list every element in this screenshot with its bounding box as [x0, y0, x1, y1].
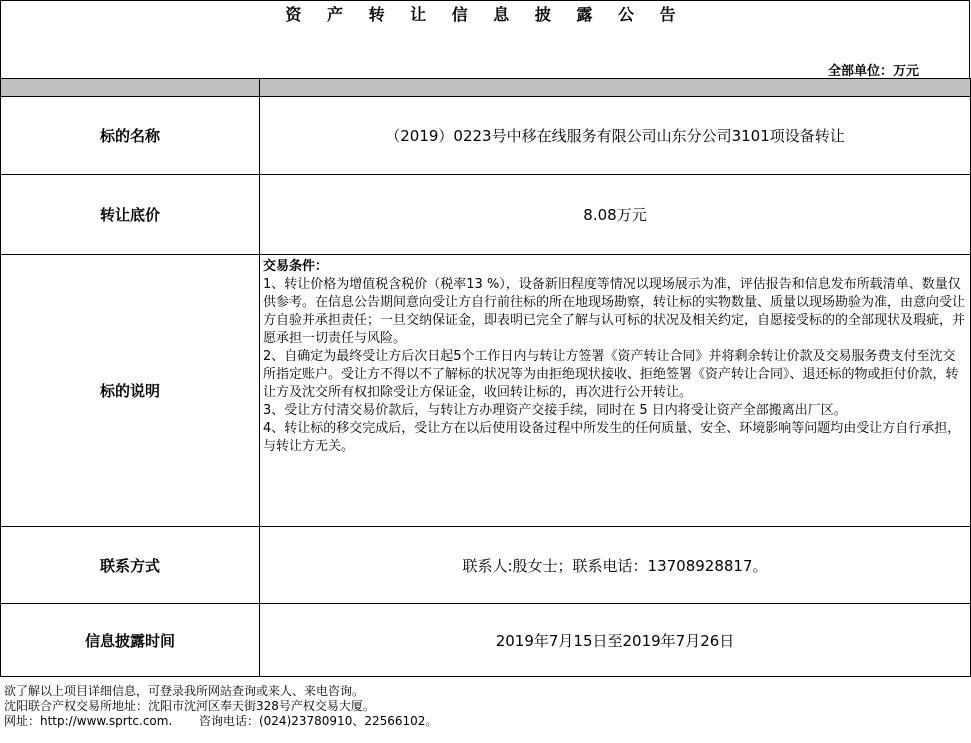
desc-item-3: 3、受让方付清交易价款后，与转让方办理资产交接手续，同时在 5 日内将受让资产全部搬离出厂区。	[263, 403, 847, 418]
footer-line-1: 欲了解以上项目详细信息，可登录我所网站查询或来人、来电咨询。	[4, 684, 365, 698]
info-table	[0, 78, 971, 677]
header-band	[1, 79, 971, 97]
row-name	[1, 97, 971, 175]
footer-notes	[4, 684, 437, 729]
desc-item-1: 1、转让价格为增值税含税价（税率13 %），设备新旧程度等情况以现场展示为准，评估报告和信息发布所载清单、数量仅供参考。在信息公告期间意向受让方自行前往标的所在地现场勘察，转让标的实物数量、质量以现场勘验为准，由意向受让方自验并承担责任；一旦交纳保证金，即表明已完全了解与认可标的状况及相关约定，自愿接受标的的全部现状及瑕疵，并愿承担一切责任与风险。	[263, 277, 966, 346]
time-label: 信息披露时间	[1, 604, 260, 677]
footer-line-2: 沈阳联合产权交易所地址：沈阳市沈河区奉天街328号产权交易大厦。	[4, 699, 375, 713]
contact-value: 联系人:殷女士；联系电话：13708928817。	[260, 527, 971, 604]
page-title: 资 产 转 让 信 息 披 露 公 告	[285, 5, 686, 24]
price-value: 8.08万元	[260, 175, 971, 255]
row-price	[1, 175, 971, 255]
unit-label: 全部单位：万元	[827, 64, 919, 79]
contact-label: 联系方式	[1, 527, 260, 604]
row-time	[1, 604, 971, 677]
footer-line-3: 网址：http://www.sprtc.com. 咨询电话：(024)23780910、22566102。	[4, 714, 438, 728]
desc-label: 标的说明	[1, 255, 260, 527]
desc-item-2: 2、自确定为最终受让方后次日起5个工作日内与转让方签署《资产转让合同》并将剩余转让价款及交易服务费支付至沈交所指定账户。受让方不得以不了解标的状况等为由拒绝现状接收、拒绝签署《资产转让合同》、退还标的物或拒付价款，转让方及沈交所有权扣除受让方保证金，收回转让标的，再次进行公开转让。	[263, 349, 959, 400]
desc-item-4: 4、转让标的移交完成后，受让方在以后使用设备过程中所发生的任何质量、安全、环境影响等问题均由受让方自行承担，与转让方无关。	[263, 421, 961, 454]
price-label: 转让底价	[1, 175, 260, 255]
name-value: （2019）0223号中移在线服务有限公司山东分公司3101项设备转让	[260, 97, 971, 175]
desc-heading: 交易条件：	[263, 259, 329, 274]
desc-content	[260, 255, 971, 527]
name-label: 标的名称	[1, 97, 260, 175]
row-desc	[1, 255, 971, 527]
row-contact	[1, 527, 971, 604]
time-value: 2019年7月15日至2019年7月26日	[260, 604, 971, 677]
